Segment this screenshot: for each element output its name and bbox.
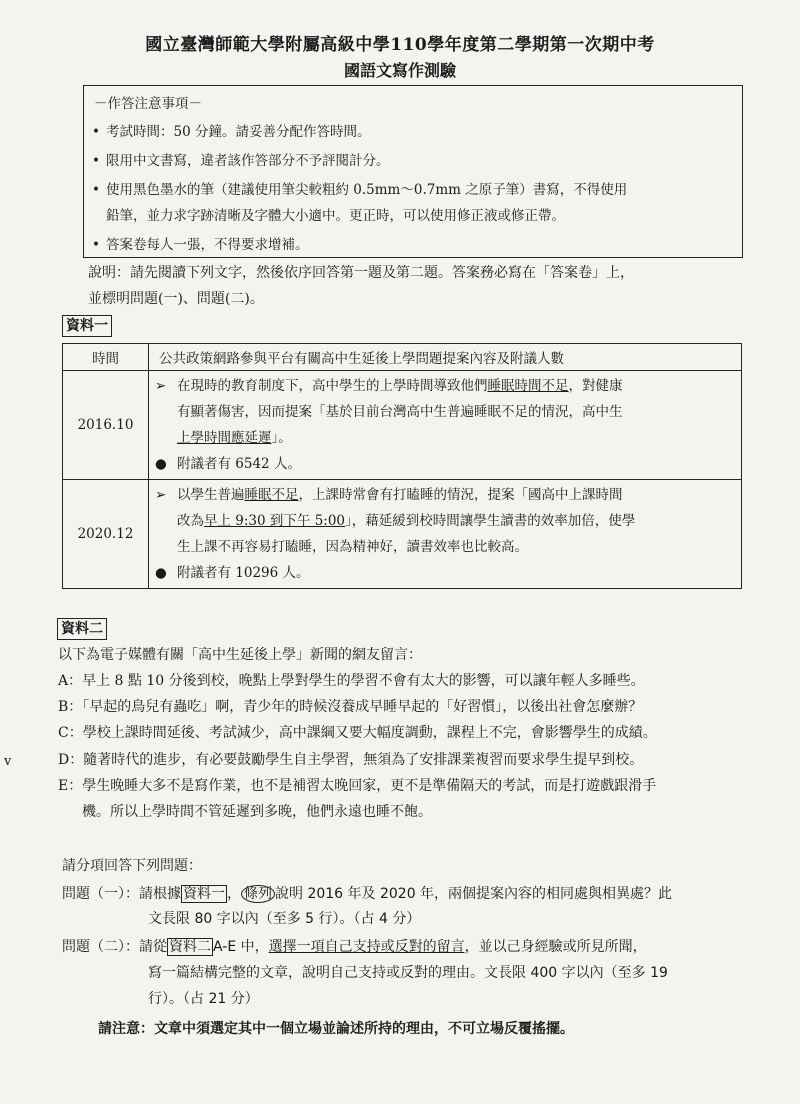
comment-line: A：早上 8 點 10 分後到校，晚點上學對學生的學習不會有太大的影響，可以讓年輕人多睡些。 [58, 673, 645, 689]
bullet-icon: • [92, 153, 100, 169]
exam-title: 國立臺灣師範大學附屬高級中學110學年度第二學期第一次期中考 [145, 35, 655, 55]
comment-line: E：學生晚睡大多不是寫作業，也不是補習太晚回家，更不是準備隔天的考試，而是打遊戲跟滑手 [58, 778, 657, 794]
notice-text: 請注意：文章中須選定其中一個立場並論述所持的理由，不可立場反覆搖擺。 [98, 1021, 574, 1037]
question-1: 問題（一）：請根據 資料一 ， 條列 說明 2016 年及 2020 年，兩個提案內容的相同處與相異處？此 [62, 886, 673, 902]
note-item: • 考試時間：50 分鐘。請妥善分配作答時間。 [92, 124, 371, 140]
boxed-term: 資料二 [169, 939, 211, 955]
note-item-continued: 鉛筆，並力求字跡清晰及字體大小適中。更正時，可以使用修正液或修正帶。 [106, 208, 565, 224]
row-content [149, 480, 742, 589]
instructions-line: 說明：請先閱讀下列文字，然後依序回答第一題及第二題。答案務必寫在「答案卷」上， [88, 265, 634, 281]
comment-line: C：學校上課時間延後、考試減少，高中課綱又要大幅度調動，課程上不完，會影響學生的成績。 [58, 725, 657, 741]
bullet-icon: • [92, 182, 100, 198]
notes-heading: －作答注意事項－ [94, 96, 202, 112]
question-2: 問題（二）：請從 資料二 A-E 中，選擇一項自己支持或反對的留言，並以己身經驗或所見所聞， [62, 939, 647, 955]
proposal-item: ➢ 在現時的教育制度下，高中學生的上學時間導致他們睡眠時間不足，對健康 有顯著傷害，因而提案「基於目前台灣高中生普遍睡眠不足的情況，高中生 上學時間應延遲」。 [149, 373, 735, 451]
signature-count: ● 附議者有 10296 人。 [149, 560, 735, 586]
row-time: 2020.12 [63, 480, 149, 589]
data2-label: 資料二 [57, 618, 107, 640]
check-mark: v [4, 754, 12, 769]
answer-notes-box [83, 85, 743, 258]
arrow-bullet-icon: ➢ [155, 487, 167, 503]
boxed-term: 資料一 [183, 886, 225, 902]
col-header-content: 公共政策網路參與平台有關高中生延後上學問題提案內容及附議人數 [149, 344, 742, 371]
circled-term: 條列 [241, 885, 275, 903]
note-item: • 答案卷每人一張，不得要求增補。 [92, 237, 309, 253]
table-row [63, 480, 742, 589]
proposal-item: ➢ 以學生普遍睡眠不足，上課時常會有打瞌睡的情況，提案「國高中上課時間 改為早上 9:30 到下午 5:00」，藉延緩到校時間讓學生讀書的效率加倍，使學 生上課不再容易打瞌睡，因為精神好，讀書效率也比較高。 [149, 482, 735, 560]
instructions-line: 並標明問題(一)、問題(二)。 [88, 291, 264, 307]
question-1-continued: 文長限 80 字以內（至多 5 行）。（占 4 分） [148, 911, 421, 927]
bullet-icon: • [92, 237, 100, 253]
table-header-row [63, 344, 742, 371]
col-header-time: 時間 [63, 344, 149, 371]
data1-table [62, 343, 742, 589]
dot-bullet-icon: ● [155, 456, 167, 472]
comment-line: D：隨著時代的進步，有必要鼓勵學生自主學習，無須為了安排課業複習而要求學生提早到校。 [58, 752, 644, 768]
data1-label: 資料一 [62, 315, 112, 337]
data2-intro: 以下為電子媒體有關「高中生延後上學」新聞的網友留言： [58, 647, 422, 663]
row-time: 2016.10 [63, 371, 149, 480]
exam-subtitle: 國語文寫作測驗 [343, 61, 456, 80]
questions-intro: 請分項回答下列問題： [62, 858, 202, 874]
table-row [63, 371, 742, 480]
note-item: • 使用黑色墨水的筆（建議使用筆尖較粗約 0.5mm～0.7mm 之原子筆）書寫，不得使用 [92, 182, 628, 198]
question-2-continued: 寫一篇結構完整的文章，說明自己支持或反對的理由。文長限 400 字以內（至多 19 [148, 965, 668, 981]
signature-count: ● 附議者有 6542 人。 [149, 451, 735, 477]
comment-line-continued: 機。所以上學時間不管延遲到多晚，他們永遠也睡不飽。 [82, 804, 432, 820]
dot-bullet-icon: ● [155, 565, 167, 581]
question-2-continued: 行）。（占 21 分） [148, 991, 259, 1007]
row-content [149, 371, 742, 480]
comment-line: B：「早起的鳥兒有蟲吃」啊，青少年的時候沒養成早睡早起的「好習慣」，以後出社會怎麼辦？ [58, 699, 643, 715]
note-item: • 限用中文書寫，違者該作答部分不予評閱計分。 [92, 153, 390, 169]
arrow-bullet-icon: ➢ [155, 378, 167, 394]
bullet-icon: • [92, 124, 100, 140]
